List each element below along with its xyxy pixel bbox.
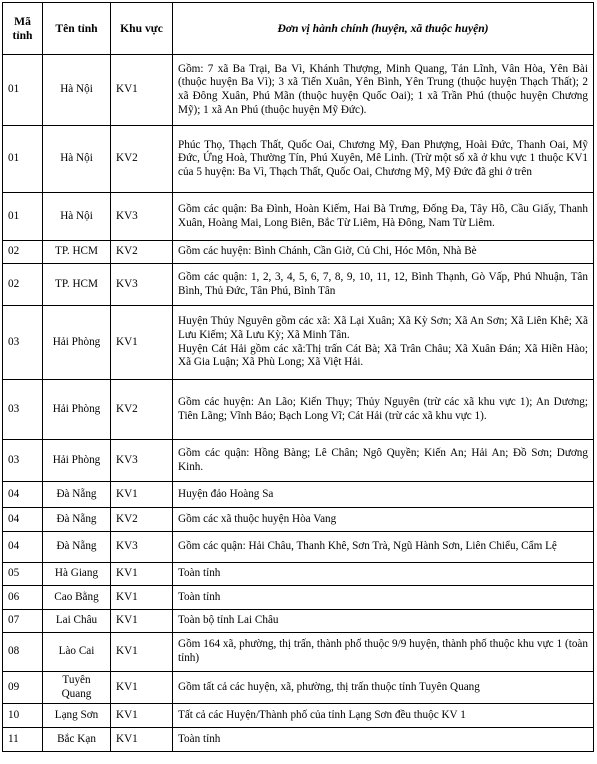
table-row [3,586,594,610]
cell-area: KV3 [111,264,173,306]
cell-units: Toàn tỉnh [173,586,594,610]
cell-province: Cao Bằng [43,586,111,610]
cell-area: KV1 [111,306,173,380]
cell-area: KV1 [111,610,173,633]
table-row [3,306,594,380]
cell-province: TP. HCM [43,264,111,306]
cell-province: Lai Châu [43,610,111,633]
cell-province: Đà Nẵng [43,508,111,532]
cell-province: Hà Nội [43,126,111,193]
cell-units: Gồm các huyện: An Lão; Kiến Thụy; Thủy Nguyên (trừ các xã khu vực 1); An Dương; Tiên Lãng; Vĩnh Bảo; Bạch Long Vĩ; Cát Hải (trừ các xã khu vực 1). [173,380,594,440]
cell-area: KV3 [111,440,173,482]
cell-province: Lạng Sơn [43,704,111,728]
cell-units: Gồm: 7 xã Ba Trại, Ba Vì, Khánh Thượng, Minh Quang, Tản Lĩnh, Vân Hòa, Yên Bài (thuộc huyện Ba Vì); 3 xã Tiến Xuân, Yên Bình, Yên Trung (thuộc huyện Thạch Thất); 2 xã Đông Xuân, Phú Mãn (thuộc huyện Quốc Oai); 1 xã Trần Phú (thuộc huyện Chương Mỹ); 1 xã An Phú (thuộc huyện Mỹ Đức). [173,55,594,126]
cell-area: KV2 [111,508,173,532]
table-row [3,728,594,752]
header-units: Đơn vị hành chính (huyện, xã thuộc huyện) [173,3,594,55]
table-row [3,380,594,440]
cell-code: 01 [3,55,43,126]
cell-province: Đà Nẵng [43,482,111,508]
table-row [3,672,594,704]
cell-province: Lào Cai [43,633,111,672]
cell-code: 01 [3,193,43,241]
cell-area: KV2 [111,380,173,440]
cell-province: Bắc Kạn [43,728,111,752]
cell-province: Tuyên Quang [43,672,111,704]
header-code: Mã tỉnh [3,3,43,55]
table-row [3,482,594,508]
cell-area: KV1 [111,55,173,126]
header-row [3,3,594,55]
cell-units: Gồm các xã thuộc huyện Hòa Vang [173,508,594,532]
cell-area: KV1 [111,563,173,586]
cell-units: Gồm các quận: 1, 2, 3, 4, 5, 6, 7, 8, 9, 10, 11, 12, Bình Thạnh, Gò Vấp, Phú Nhuận, Tân Bình, Thủ Đức, Tân Phú, Bình Tân [173,264,594,306]
cell-province: Hà Nội [43,55,111,126]
cell-province: Hải Phòng [43,440,111,482]
cell-code: 03 [3,440,43,482]
cell-province: Hà Giang [43,563,111,586]
table-row [3,704,594,728]
units-line-thuy-nguyen: Huyện Thủy Nguyên gồm các xã: Xã Lại Xuân; Xã Kỳ Sơn; Xã An Sơn; Xã Liên Khê; Xã Lưu Kiếm; Xã Lưu Kỳ; Xã Minh Tân. [178,315,588,341]
cell-code: 08 [3,633,43,672]
cell-code: 04 [3,508,43,532]
header-area: Khu vực [111,3,173,55]
cell-code: 01 [3,126,43,193]
cell-province: Hải Phòng [43,380,111,440]
cell-province: Đà Nẵng [43,532,111,563]
cell-units: Toàn tỉnh [173,563,594,586]
cell-area: KV3 [111,532,173,563]
cell-units: Gồm các quận: Hải Châu, Thanh Khê, Sơn Trà, Ngũ Hành Sơn, Liên Chiểu, Cẩm Lệ [173,532,594,563]
cell-area: KV1 [111,728,173,752]
cell-code: 07 [3,610,43,633]
cell-units: Gồm các quận: Ba Đình, Hoàn Kiếm, Hai Bà Trưng, Đống Đa, Tây Hồ, Cầu Giấy, Thanh Xuân, Hoàng Mai, Long Biên, Bắc Từ Liêm, Hà Đông, Nam Từ Liêm. [173,193,594,241]
cell-area: KV2 [111,126,173,193]
cell-area: KV1 [111,704,173,728]
table-row [3,563,594,586]
cell-units: Gồm các quận: Hồng Bàng; Lê Chân; Ngô Quyền; Kiến An; Hải An; Đồ Sơn; Dương Kinh. [173,440,594,482]
cell-code: 03 [3,380,43,440]
cell-code: 04 [3,532,43,563]
cell-code: 04 [3,482,43,508]
cell-units: Huyện đảo Hoàng Sa [173,482,594,508]
units-line-cat-hai: Huyện Cát Hải gồm các xã:Thị trấn Cát Bà; Xã Trân Châu; Xã Xuân Đán; Xã Hiền Hào; Xã Gia Luận; Xã Phù Long; Xã Việt Hải. [178,342,588,369]
cell-units: Phúc Thọ, Thạch Thất, Quốc Oai, Chương Mỹ, Đan Phượng, Hoài Đức, Thanh Oai, Mỹ Đức, Ứng Hoà, Thường Tín, Phú Xuyên, Mê Linh. (Trừ một số xã ở khu vực 1 thuộc KV1 của 5 huyện: Ba Vì, Thạch Thất, Quốc Oai, Chương Mỹ, Mỹ Đức đã ghi ở trên [173,126,594,193]
cell-area: KV1 [111,633,173,672]
cell-code: 10 [3,704,43,728]
table-row [3,55,594,126]
cell-code: 05 [3,563,43,586]
table-row [3,633,594,672]
region-table [2,2,594,752]
cell-area: KV1 [111,672,173,704]
cell-units: Toàn tỉnh [173,728,594,752]
cell-code: 02 [3,241,43,264]
cell-province: Hải Phòng [43,306,111,380]
cell-area: KV1 [111,482,173,508]
cell-province: Hà Nội [43,193,111,241]
table-row [3,264,594,306]
cell-units: Toàn bộ tỉnh Lai Châu [173,610,594,633]
table-row [3,241,594,264]
cell-code: 03 [3,306,43,380]
cell-units: Gồm tất cả các huyện, xã, phường, thị trấn thuộc tỉnh Tuyên Quang [173,672,594,704]
cell-province: TP. HCM [43,241,111,264]
cell-code: 06 [3,586,43,610]
table-row [3,610,594,633]
header-province: Tên tỉnh [43,3,111,55]
table-row [3,126,594,193]
cell-units [173,306,594,380]
cell-area: KV2 [111,241,173,264]
cell-code: 09 [3,672,43,704]
cell-units: Gồm 164 xã, phường, thị trấn, thành phố thuộc 9/9 huyện, thành phố thuộc khu vực 1 (toàn tỉnh) [173,633,594,672]
cell-units: Tất cả các Huyện/Thành phố của tỉnh Lạng Sơn đều thuộc KV 1 [173,704,594,728]
table-row [3,440,594,482]
cell-area: KV3 [111,193,173,241]
cell-code: 02 [3,264,43,306]
cell-code: 11 [3,728,43,752]
table-row [3,532,594,563]
cell-units: Gồm các huyện: Bình Chánh, Cần Giờ, Củ Chi, Hóc Môn, Nhà Bè [173,241,594,264]
table-row [3,193,594,241]
table-row [3,508,594,532]
cell-area: KV1 [111,586,173,610]
